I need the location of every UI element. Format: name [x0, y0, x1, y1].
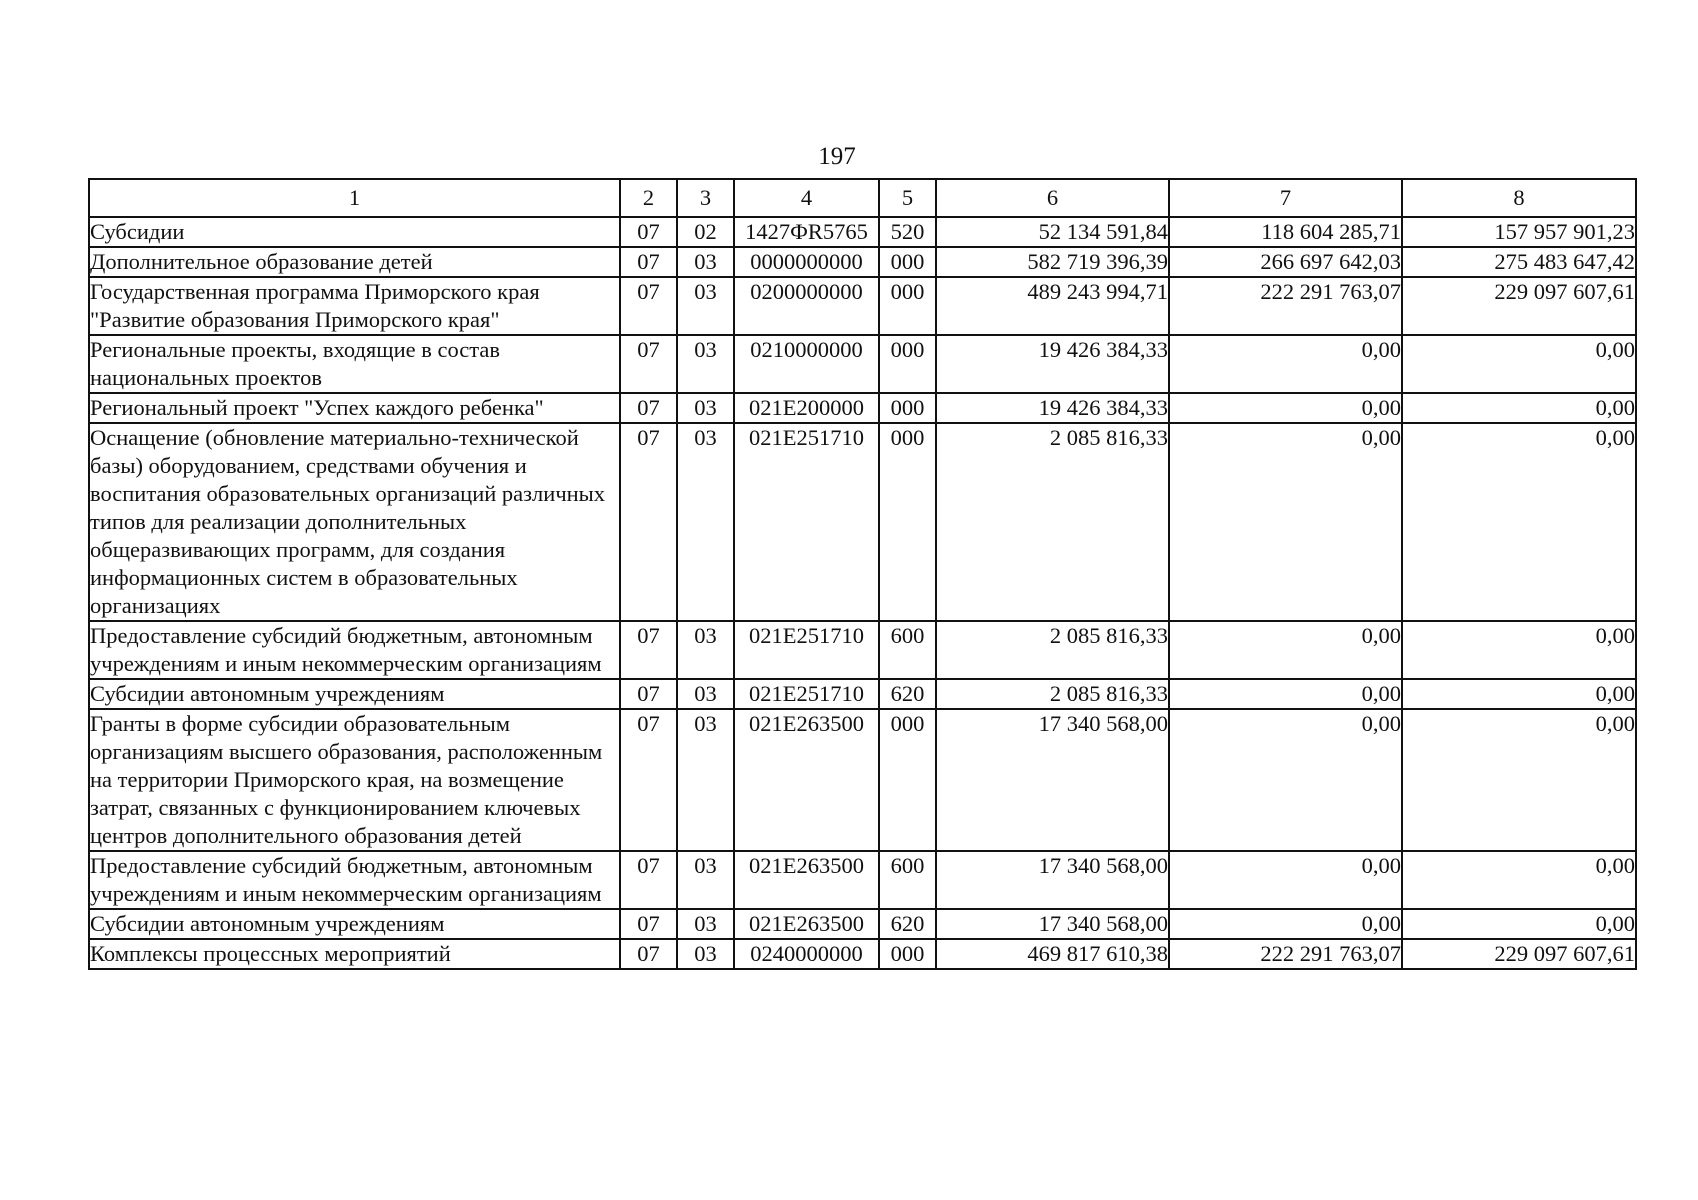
expense-type-code-cell: 000	[879, 423, 936, 621]
subsection-code-cell: 03	[677, 393, 734, 423]
subsection-code-cell: 03	[677, 909, 734, 939]
amount-col7-cell: 0,00	[1169, 909, 1402, 939]
table-row	[89, 277, 1636, 335]
target-code-cell: 0210000000	[734, 335, 879, 393]
table-row	[89, 217, 1636, 247]
amount-col7-cell: 222 291 763,07	[1169, 939, 1402, 969]
amount-col8-cell: 157 957 901,23	[1402, 217, 1636, 247]
expense-name-cell: Предоставление субсидий бюджетным, автономным учреждениям и иным некоммерческим организациям	[89, 851, 620, 909]
target-code-cell: 0000000000	[734, 247, 879, 277]
expense-type-code-cell: 620	[879, 909, 936, 939]
expense-type-code-cell: 520	[879, 217, 936, 247]
amount-col8-cell: 0,00	[1402, 709, 1636, 851]
amount-col6-cell: 2 085 816,33	[936, 423, 1169, 621]
amount-col6-cell: 19 426 384,33	[936, 393, 1169, 423]
subsection-code-cell: 03	[677, 277, 734, 335]
amount-col7-cell: 266 697 642,03	[1169, 247, 1402, 277]
amount-col8-cell: 0,00	[1402, 335, 1636, 393]
amount-col8-cell: 229 097 607,61	[1402, 939, 1636, 969]
expense-type-code-cell: 000	[879, 939, 936, 969]
amount-col7-cell: 0,00	[1169, 621, 1402, 679]
target-code-cell: 021E251710	[734, 679, 879, 709]
expense-name-cell: Субсидии автономным учреждениям	[89, 909, 620, 939]
header-cell-6: 6	[936, 179, 1169, 217]
expense-type-code-cell: 620	[879, 679, 936, 709]
table-row	[89, 909, 1636, 939]
table-row	[89, 247, 1636, 277]
budget-table	[88, 178, 1637, 970]
amount-col7-cell: 0,00	[1169, 335, 1402, 393]
header-cell-5: 5	[879, 179, 936, 217]
section-code-cell: 07	[620, 423, 677, 621]
expense-type-code-cell: 000	[879, 247, 936, 277]
header-cell-7: 7	[1169, 179, 1402, 217]
page-number: 197	[818, 143, 856, 170]
amount-col7-cell: 0,00	[1169, 393, 1402, 423]
target-code-cell: 021E263500	[734, 851, 879, 909]
subsection-code-cell: 03	[677, 851, 734, 909]
target-code-cell: 021E263500	[734, 909, 879, 939]
expense-name-cell: Государственная программа Приморского края "Развитие образования Приморского края"	[89, 277, 620, 335]
table-row	[89, 621, 1636, 679]
expense-name-cell: Предоставление субсидий бюджетным, автономным учреждениям и иным некоммерческим организациям	[89, 621, 620, 679]
amount-col7-cell: 0,00	[1169, 851, 1402, 909]
amount-col7-cell: 0,00	[1169, 679, 1402, 709]
subsection-code-cell: 03	[677, 247, 734, 277]
expense-name-cell: Региональный проект "Успех каждого ребенка"	[89, 393, 620, 423]
amount-col8-cell: 0,00	[1402, 621, 1636, 679]
header-cell-1: 1	[89, 179, 620, 217]
target-code-cell: 021E251710	[734, 423, 879, 621]
table-row	[89, 939, 1636, 969]
amount-col6-cell: 17 340 568,00	[936, 851, 1169, 909]
subsection-code-cell: 03	[677, 709, 734, 851]
expense-name-cell: Региональные проекты, входящие в состав национальных проектов	[89, 335, 620, 393]
table-body	[89, 217, 1636, 969]
header-cell-4: 4	[734, 179, 879, 217]
section-code-cell: 07	[620, 217, 677, 247]
header-row	[89, 179, 1636, 217]
header-cell-2: 2	[620, 179, 677, 217]
expense-name-cell: Комплексы процессных мероприятий	[89, 939, 620, 969]
amount-col8-cell: 0,00	[1402, 393, 1636, 423]
subsection-code-cell: 03	[677, 621, 734, 679]
amount-col8-cell: 0,00	[1402, 909, 1636, 939]
amount-col6-cell: 582 719 396,39	[936, 247, 1169, 277]
table-row	[89, 393, 1636, 423]
section-code-cell: 07	[620, 909, 677, 939]
amount-col7-cell: 0,00	[1169, 423, 1402, 621]
section-code-cell: 07	[620, 709, 677, 851]
target-code-cell: 021E263500	[734, 709, 879, 851]
section-code-cell: 07	[620, 939, 677, 969]
expense-type-code-cell: 000	[879, 277, 936, 335]
expense-name-cell: Субсидии	[89, 217, 620, 247]
header-cell-3: 3	[677, 179, 734, 217]
target-code-cell: 0200000000	[734, 277, 879, 335]
target-code-cell: 1427ФR5765	[734, 217, 879, 247]
table-row	[89, 851, 1636, 909]
amount-col6-cell: 19 426 384,33	[936, 335, 1169, 393]
section-code-cell: 07	[620, 335, 677, 393]
target-code-cell: 021E200000	[734, 393, 879, 423]
table-row	[89, 679, 1636, 709]
amount-col8-cell: 0,00	[1402, 851, 1636, 909]
section-code-cell: 07	[620, 679, 677, 709]
table-row	[89, 423, 1636, 621]
expense-type-code-cell: 600	[879, 851, 936, 909]
subsection-code-cell: 03	[677, 679, 734, 709]
expense-type-code-cell: 000	[879, 393, 936, 423]
amount-col6-cell: 2 085 816,33	[936, 679, 1169, 709]
subsection-code-cell: 03	[677, 423, 734, 621]
amount-col8-cell: 0,00	[1402, 679, 1636, 709]
expense-name-cell: Гранты в форме субсидии образовательным организациям высшего образования, расположенным на территории Приморского края, на возмещение затрат, связанных с функционированием ключевых центров дополнительного образования детей	[89, 709, 620, 851]
amount-col7-cell: 222 291 763,07	[1169, 277, 1402, 335]
amount-col8-cell: 0,00	[1402, 423, 1636, 621]
expense-name-cell: Дополнительное образование детей	[89, 247, 620, 277]
subsection-code-cell: 02	[677, 217, 734, 247]
amount-col8-cell: 275 483 647,42	[1402, 247, 1636, 277]
header-cell-8: 8	[1402, 179, 1636, 217]
expense-type-code-cell: 000	[879, 335, 936, 393]
expense-name-cell: Оснащение (обновление материально-технической базы) оборудованием, средствами обучения и воспитания образовательных организаций различных типов для реализации дополнительных общеразвивающих программ, для создания информационных систем в образовательных организациях	[89, 423, 620, 621]
section-code-cell: 07	[620, 393, 677, 423]
table-row	[89, 335, 1636, 393]
target-code-cell: 0240000000	[734, 939, 879, 969]
amount-col6-cell: 469 817 610,38	[936, 939, 1169, 969]
section-code-cell: 07	[620, 247, 677, 277]
expense-name-cell: Субсидии автономным учреждениям	[89, 679, 620, 709]
expense-type-code-cell: 000	[879, 709, 936, 851]
table-row	[89, 709, 1636, 851]
amount-col6-cell: 17 340 568,00	[936, 909, 1169, 939]
subsection-code-cell: 03	[677, 335, 734, 393]
target-code-cell: 021E251710	[734, 621, 879, 679]
amount-col6-cell: 489 243 994,71	[936, 277, 1169, 335]
section-code-cell: 07	[620, 621, 677, 679]
amount-col6-cell: 52 134 591,84	[936, 217, 1169, 247]
subsection-code-cell: 03	[677, 939, 734, 969]
expense-type-code-cell: 600	[879, 621, 936, 679]
section-code-cell: 07	[620, 277, 677, 335]
section-code-cell: 07	[620, 851, 677, 909]
amount-col8-cell: 229 097 607,61	[1402, 277, 1636, 335]
amount-col7-cell: 118 604 285,71	[1169, 217, 1402, 247]
amount-col7-cell: 0,00	[1169, 709, 1402, 851]
amount-col6-cell: 17 340 568,00	[936, 709, 1169, 851]
amount-col6-cell: 2 085 816,33	[936, 621, 1169, 679]
